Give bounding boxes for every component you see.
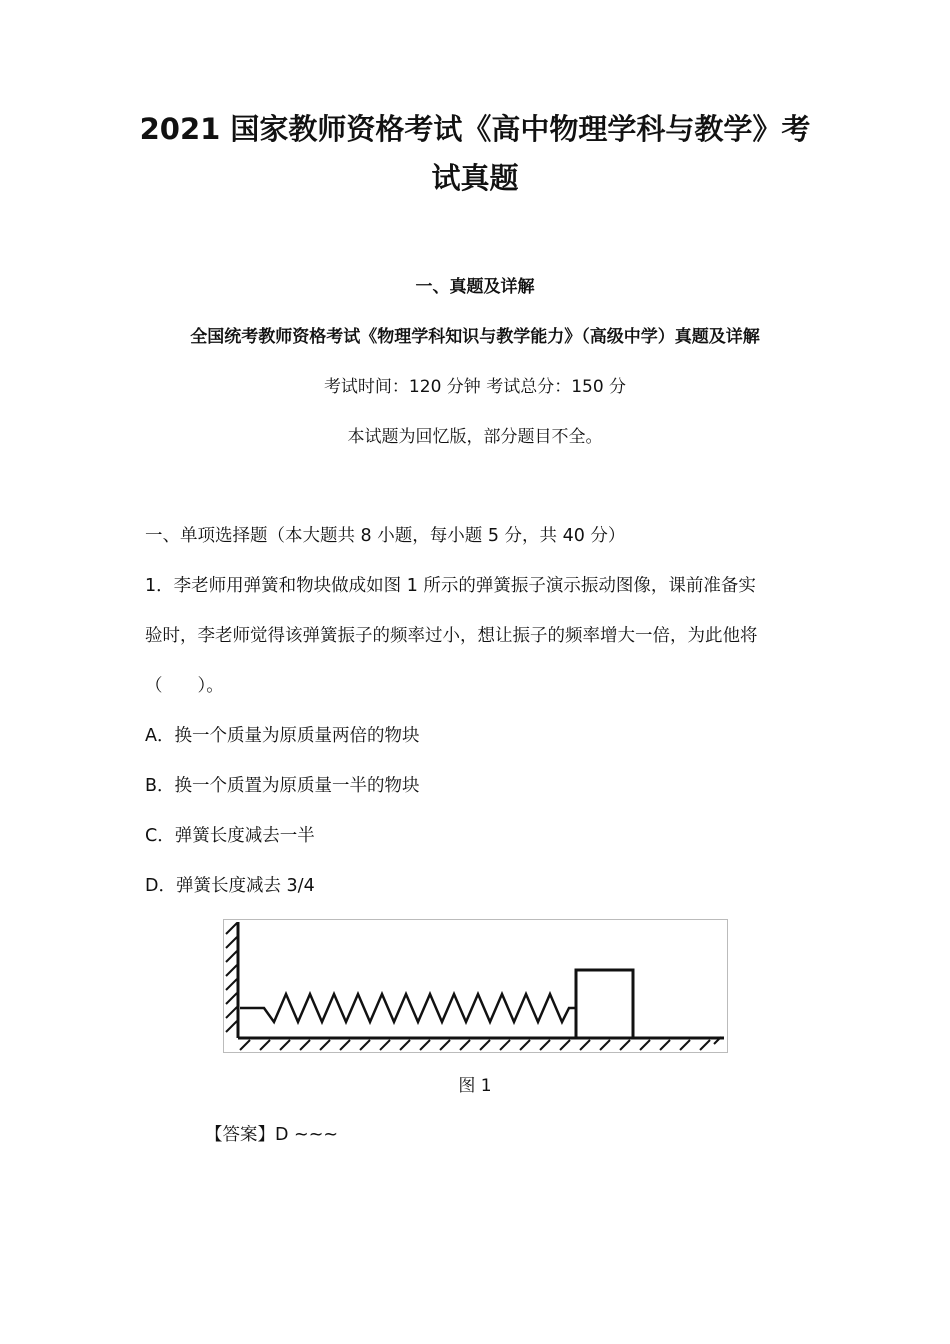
exam-meta: 考试时间：120 分钟 考试总分：150 分	[323, 377, 627, 397]
option-a: A．换一个质量为原质量两倍的物块	[145, 726, 420, 746]
wall-icon	[226, 922, 238, 1038]
document-title-line-2: 试真题	[431, 161, 519, 195]
answer-line: 【答案】D ~~~	[205, 1125, 339, 1145]
exam-title: 全国统考教师资格考试《物理学科知识与教学能力》（高级中学）真题及详解	[190, 327, 760, 347]
question-1-line-3: （ ）。	[145, 676, 224, 696]
option-b: B．换一个质置为原质量一半的物块	[145, 776, 420, 796]
block-icon	[576, 970, 633, 1038]
option-d: D．弹簧长度减去 3/4	[145, 876, 315, 896]
question-1-line-1: 1．李老师用弹簧和物块做成如图 1 所示的弹簧振子演示振动图像，课前准备实	[145, 576, 756, 596]
option-c: C．弹簧长度减去一半	[145, 826, 315, 846]
floor-icon	[238, 1037, 724, 1050]
spring-oscillator-figure	[223, 919, 728, 1053]
document-title-line-1: 2021 国家教师资格考试《高中物理学科与教学》考	[139, 112, 811, 146]
spring-icon	[240, 994, 576, 1022]
exam-note: 本试题为回忆版，部分题目不全。	[347, 427, 603, 447]
section-heading: 一、真题及详解	[415, 277, 535, 297]
figure-caption: 图 1	[458, 1076, 492, 1096]
question-1-line-2: 验时，李老师觉得该弹簧振子的频率过小，想让振子的频率增大一倍，为此他将	[145, 626, 758, 646]
part-heading: 一、单项选择题（本大题共 8 小题，每小题 5 分，共 40 分）	[145, 526, 626, 546]
